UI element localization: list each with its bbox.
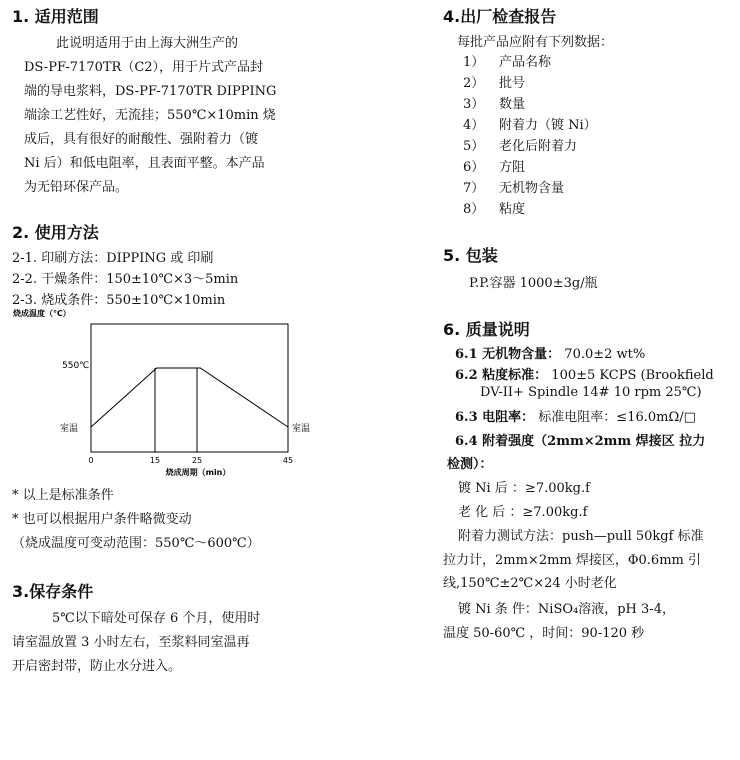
paragraph-line: Ni 后）和低电阻率，且表面平整。本产品 [24, 156, 265, 171]
packaging-line: P.P.容器 1000±3g/瓶 [469, 276, 598, 291]
quality-value-continued: DV-II+ Spindle 14# 10 rpm 25℃) [480, 385, 702, 400]
paragraph-line: 此说明适用于由上海大洲生产的 [56, 36, 239, 51]
report-intro: 每批产品应附有下列数据： [457, 35, 614, 50]
storage-line: 开启密封带，防止水分进入。 [12, 659, 182, 674]
firing-profile-chart [10, 305, 310, 475]
list-item-text: 无机物含量 [499, 181, 565, 196]
profile-line [91, 368, 288, 427]
method-line: 2-1. 印刷方法：DIPPING 或 印刷 [12, 251, 214, 266]
adhesion-line: 镀 Ni 后 ：≥7.00kg.f [458, 481, 590, 496]
quality-value: 100±5 KCPS (Brookfield [551, 368, 714, 383]
section-6-title: 6. 质量说明 [443, 320, 530, 339]
list-item-text: 老化后附着力 [499, 139, 578, 154]
quality-label: 6.3 电阻率： [455, 410, 535, 425]
list-item-text: 方阻 [499, 160, 526, 175]
test-method-line: 线,150℃±2℃×24 小时老化 [443, 576, 617, 591]
list-item-number: 3） [463, 97, 485, 112]
section-3-title: 3.保存条件 [12, 582, 94, 601]
section-5-title: 5. 包装 [443, 246, 498, 265]
x-tick-15: 15 [149, 456, 161, 465]
quality-label: 检测）： [447, 457, 493, 472]
x-tick-25: 25 [191, 456, 203, 465]
section-1-title: 1. 适用范围 [12, 7, 99, 26]
paragraph-line: 端的导电浆料，DS-PF-7170TR DIPPING [24, 84, 277, 99]
paragraph-line: 端涂工艺性好，无流挂；550℃×10min 烧 [24, 108, 276, 123]
quality-label: 6.1 无机物含量： [455, 347, 561, 362]
test-method-line: 附着力测试方法：push—pull 50kgf 标准 [458, 529, 704, 544]
chart-frame [91, 324, 288, 452]
list-item-text: 数量 [499, 97, 526, 112]
chart-ylabel: 烧成温度（℃） [13, 309, 71, 318]
list-item-number: 8） [463, 202, 485, 217]
note-line: （烧成温度可变动范围：550℃～600℃） [12, 536, 260, 551]
list-item-number: 6） [463, 160, 485, 175]
quality-label: 6.4 附着强度（2mm×2mm 焊接区 拉力 [455, 434, 706, 449]
x-tick-45: 45 [282, 456, 294, 465]
list-item-number: 7） [463, 181, 485, 196]
method-line: 2-2. 干燥条件：150±10℃×3～5min [12, 272, 239, 287]
adhesion-line: 老 化 后 ：≥7.00kg.f [458, 505, 588, 520]
y-label-room-temp: 室温 [60, 424, 79, 434]
plating-condition-line: 温度 50-60℃ ，时间：90-120 秒 [443, 626, 645, 641]
list-item-number: 1） [463, 55, 485, 70]
right-label-room-temp: 室温 [292, 424, 311, 434]
list-item-text: 产品名称 [499, 55, 552, 70]
paragraph-line: DS-PF-7170TR（C2），用于片式产品封 [24, 60, 264, 75]
list-item-number: 5） [463, 139, 485, 154]
x-tick-0: 0 [88, 456, 94, 465]
note-line: * 也可以根据用户条件略微变动 [12, 512, 192, 527]
list-item-text: 粘度 [499, 202, 526, 217]
list-item-text: 批号 [499, 76, 526, 91]
list-item-number: 4） [463, 118, 485, 133]
paragraph-line: 成后，具有很好的耐酸性、强附着力（镀 [24, 132, 259, 147]
chart-xlabel: 烧成周期（min） [165, 468, 231, 477]
plating-condition-line: 镀 Ni 条 件：NiSO₄溶液，pH 3-4， [458, 602, 675, 617]
test-method-line: 拉力计，2mm×2mm 焊接区，Φ0.6mm 引 [443, 553, 701, 568]
storage-line: 5℃以下暗处可保存 6 个月，使用时 [52, 611, 261, 626]
y-label-550: 550℃ [62, 361, 90, 371]
note-line: * 以上是标准条件 [12, 488, 114, 503]
list-item-number: 2） [463, 76, 485, 91]
quality-value: 标准电阻率：≤16.0mΩ/□ [538, 410, 696, 425]
quality-value: 70.0±2 wt% [564, 347, 646, 362]
quality-label: 6.2 粘度标准： [455, 368, 548, 383]
section-2-title: 2. 使用方法 [12, 223, 99, 242]
method-line: 2-3. 烧成条件：550±10℃×10min [12, 293, 226, 308]
section-4-title: 4.出厂检查报告 [443, 7, 557, 26]
storage-line: 请室温放置 3 小时左右，至浆料同室温再 [12, 635, 250, 650]
list-item-text: 附着力（镀 Ni） [499, 118, 597, 133]
paragraph-line: 为无铅环保产品。 [24, 180, 129, 195]
